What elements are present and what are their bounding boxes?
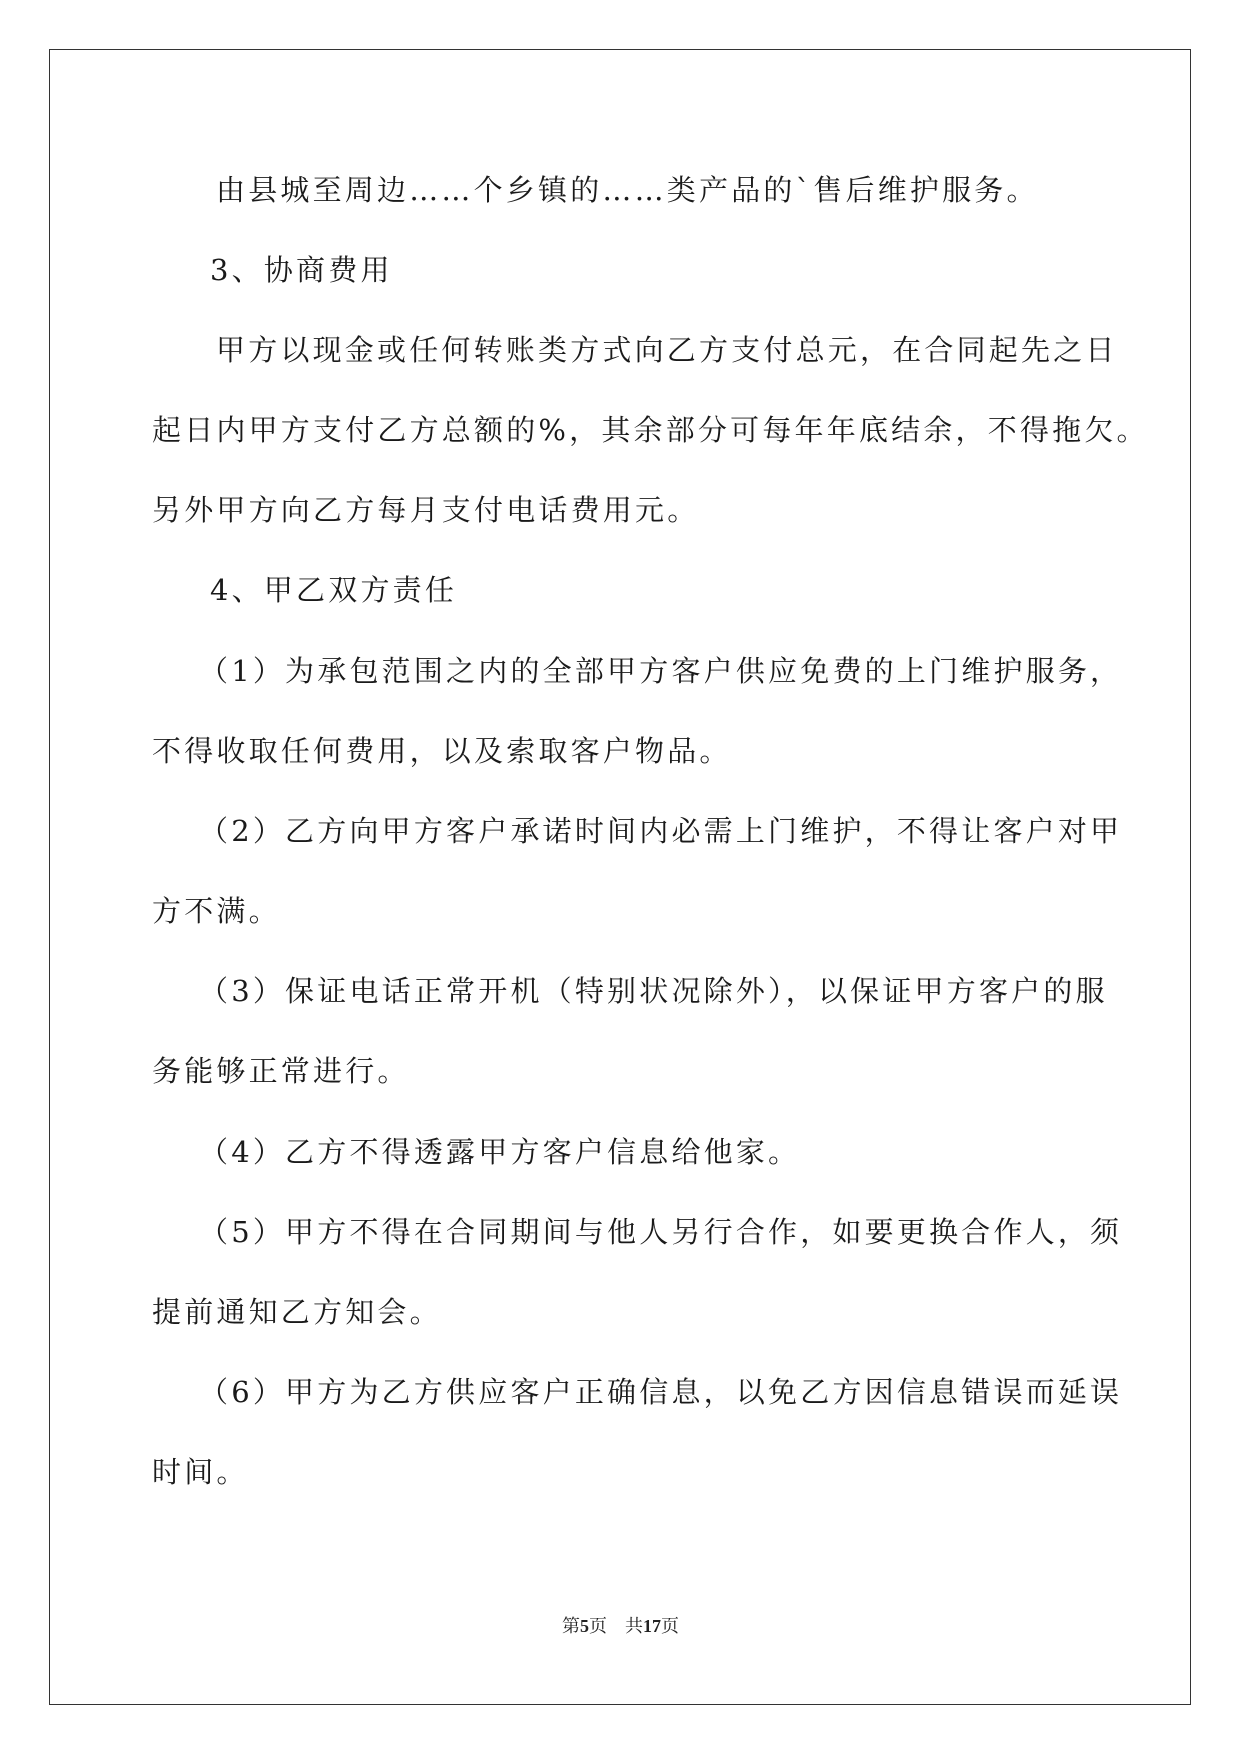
text-line: （1）为承包范围之内的全部甲方客户供应免费的上门维护服务， <box>199 654 1123 688</box>
text-line: 不得收取任何费用，以及索取客户物品。 <box>152 734 732 768</box>
footer-page-number: 5 <box>580 1616 589 1636</box>
text-line: 另外甲方向乙方每月支付电话费用元。 <box>152 493 700 527</box>
footer-total-pages: 17 <box>643 1616 661 1636</box>
text-line: 由县城至周边……个乡镇的……类产品的`售后维护服务。 <box>216 173 1039 207</box>
text-line: （6）甲方为乙方供应客户正确信息，以免乙方因信息错误而延误 <box>199 1375 1123 1409</box>
text-line: （4）乙方不得透露甲方客户信息给他家。 <box>199 1135 801 1169</box>
footer-page-suffix: 页 <box>589 1616 607 1636</box>
text-line: 起日内甲方支付乙方总额的%，其余部分可每年年底结余，不得拖欠。 <box>152 413 1149 447</box>
section-heading: 3、协商费用 <box>210 253 393 287</box>
text-line: 务能够正常进行。 <box>152 1054 410 1088</box>
text-line: （5）甲方不得在合同期间与他人另行合作，如要更换合作人，须 <box>199 1215 1123 1249</box>
text-line: 方不满。 <box>152 894 281 928</box>
text-line: 甲方以现金或任何转账类方式向乙方支付总元，在合同起先之日 <box>216 333 1118 367</box>
text-line: 提前通知乙方知会。 <box>152 1295 442 1329</box>
text-line: （3）保证电话正常开机（特别状况除外），以保证甲方客户的服 <box>199 974 1108 1008</box>
text-line: （2）乙方向甲方客户承诺时间内必需上门维护，不得让客户对甲 <box>199 814 1123 848</box>
page-footer <box>0 1614 1241 1638</box>
text-line: 时间。 <box>152 1455 249 1489</box>
footer-total-suffix: 页 <box>661 1616 679 1636</box>
footer-total-prefix: 共 <box>625 1616 643 1636</box>
section-heading: 4、甲乙双方责任 <box>210 573 458 607</box>
footer-page-prefix: 第 <box>562 1616 580 1636</box>
